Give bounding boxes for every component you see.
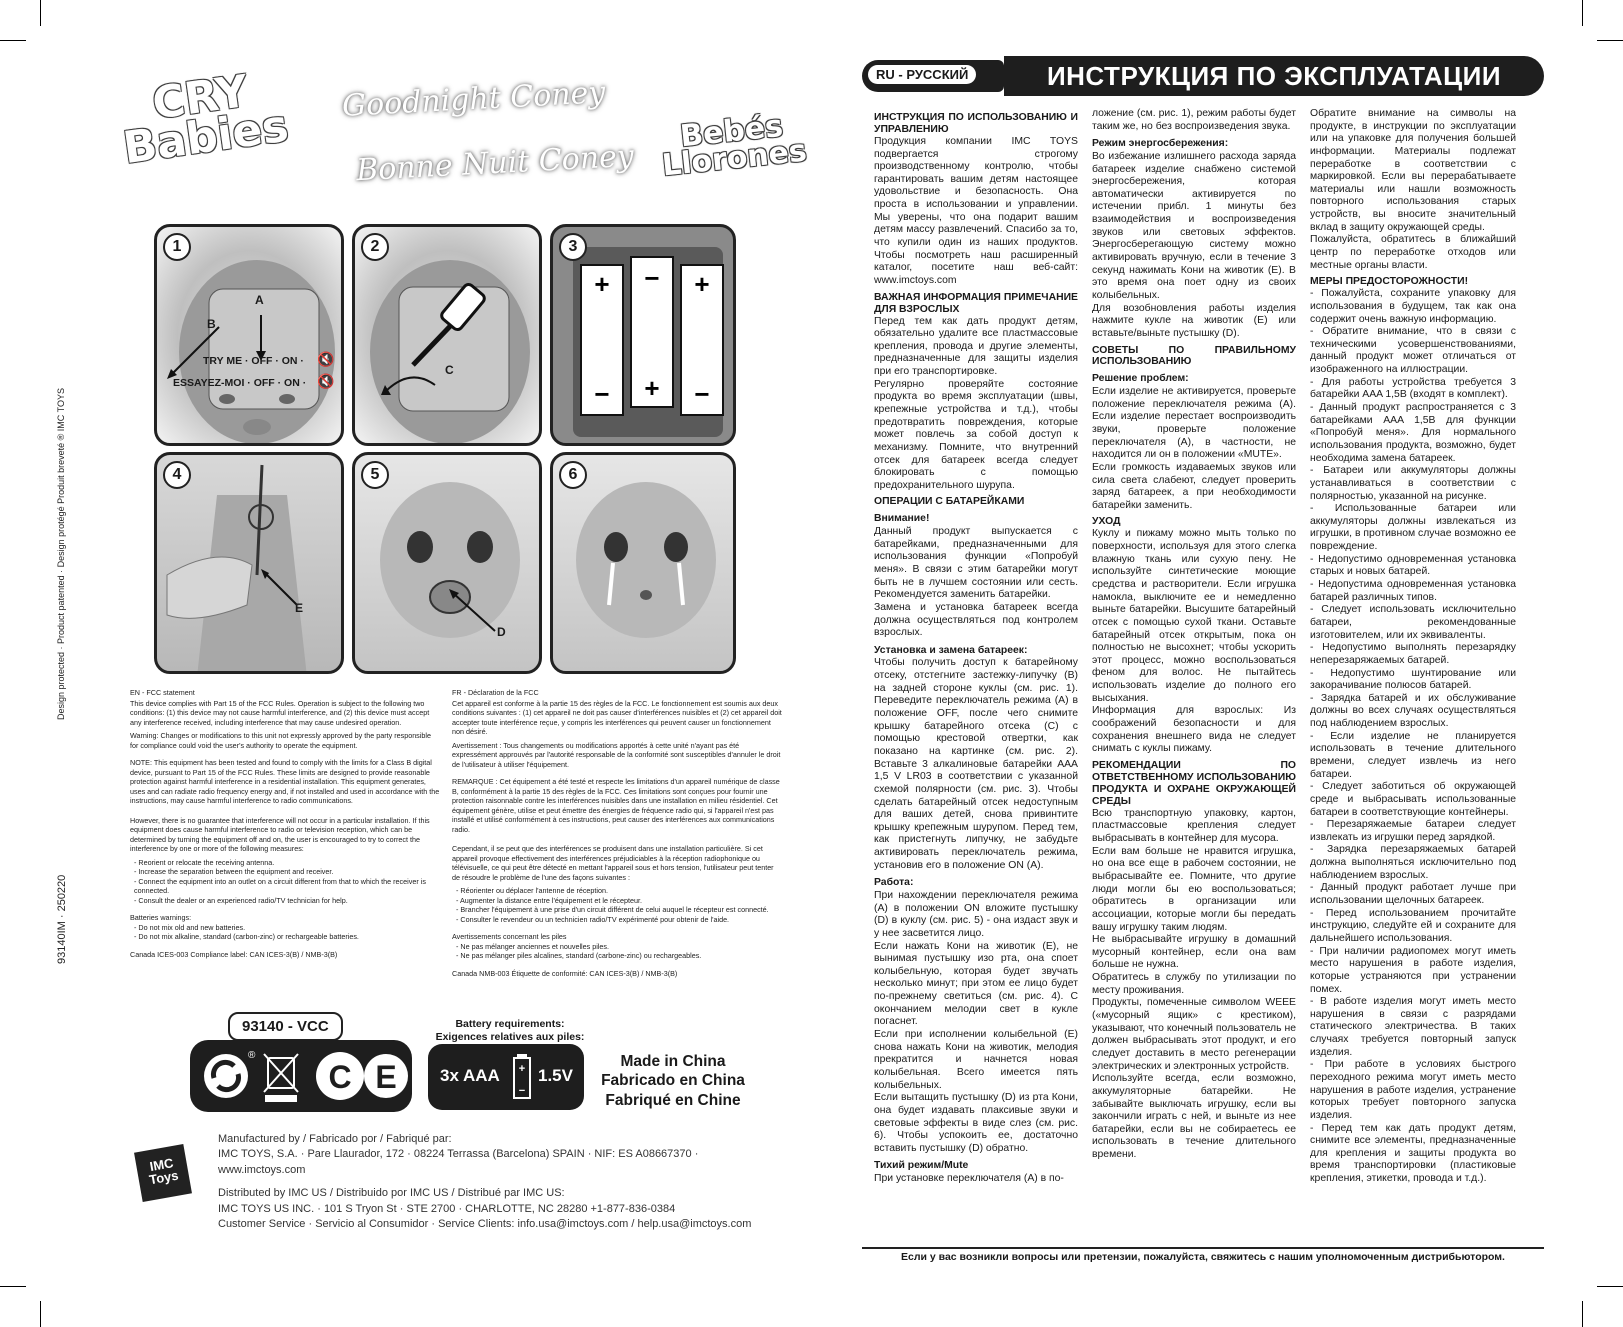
crop-mark — [40, 0, 41, 26]
certification-symbols — [190, 1040, 412, 1112]
language-label: RU - РУССКИЙ — [868, 65, 976, 84]
paragraph: Используйте всегда, если возможно, аккумуляторные батарейки. Не забывайте выключать игрушку, если вы закончили играть с ней, и выньте из нее батарейки, если вы не собираетесь ее использовать в течение длительного времени. — [1092, 1073, 1296, 1161]
step-number: 1 — [163, 233, 191, 261]
language-badge — [862, 60, 1004, 92]
paragraph: - Следует заботиться об окружающей среде и выбрасывать использованные батареи в соответствующие контейнеры. — [1310, 781, 1516, 818]
paragraph: - Недопустимо шунтирование или закорачивание полюсов батарей. — [1310, 667, 1516, 692]
step-number: 4 — [163, 461, 191, 489]
paragraph: Куклу и пижаму можно мыть только по поверхности, используя для этого слегка влажную ткань или сухую пену. Не используйте синтетические моющие средства и растворители. Если игрушка намокла, выключите ее и немедленно выньте батарейки. Высушите батарейный отсек с помощью сухой ткани. Оставьте батарейный отсек открытым, пока он полностью не высохнет; чтобы ускорить этот процесс, можно воспользоваться феном для волос. Не пытайтесь использовать изделие до полного его высыхания. — [1092, 528, 1296, 704]
paragraph: Не выбрасывайте игрушку в домашний мусорный контейнер, если она вам больше не нужна. — [1092, 934, 1296, 971]
paragraph: - При работе в условиях быстрого переходного режима могут иметь место нарушения в работе изделия, устранение которых требует повторного запуска изделия. — [1310, 1059, 1516, 1121]
paragraph: Если вам больше не нравится игрушка, но она все еще в рабочем состоянии, не выбрасывайте ее. Помните, что другие люди могли бы ею воспользоваться; обратитесь в организации или ассоциации, которые могли бы передать вашу игрушку таким людям. — [1092, 845, 1296, 933]
paragraph: - Перед тем как дать продукт детям, снимите все элементы, предназначенные для крепления и защиты продукта во время транспортировки (пластиковые крепления, этикетки, провода и т.д.). — [1310, 1122, 1516, 1185]
step-3-panel — [550, 224, 736, 446]
fcc-en-item: - Reorient or relocate the receiving antenna. — [134, 857, 275, 867]
section-heading: РЕКОМЕНДАЦИИ ПО ОТВЕТСТВЕННОМУ ИСПОЛЬЗОВАНИЮ ПРОДУКТА И ОХРАНЕ ОКРУЖАЮЩЕЙ СРЕДЫ — [1092, 759, 1296, 807]
fcc-fr-para: REMARQUE : Cet équipement a été testé et respecte les limitations d'un appareil numérique de classe B, conformément à la partie 15 des règles de la FCC. Ces limitations sont conçues pour fournir une protection raisonnable contre les interférences nuisibles dans une installation en milieu résidentiel. Cet équipement génère, utilise et peut émettre des énergies de fréquence radio qui, si l'appareil n'est pas installé et utilisé conformément à ces instructions, peut causer des interférences aux communications radio. — [452, 777, 780, 834]
paragraph: Обратите внимание на символы на продукте, в инструкции по эксплуатации или на упаковке для получения большей информации. Материалы подлежат переработке в соответствии с маркировкой. Если вы перерабатываете материалы или нашли возможность повторного использования старых устройств, вы вносите значительный вклад в защиту окружающей среды. — [1310, 108, 1516, 233]
section-heading: ОПЕРАЦИИ С БАТАРЕЙКАМИ — [874, 496, 1025, 508]
svg-text:+: + — [594, 269, 610, 299]
paragraph: Замена и установка батареек всегда должна осуществляться под контролем взрослых. — [874, 601, 1078, 639]
battery-req-en: Battery requirements: — [455, 1018, 565, 1030]
ce-mark-icon — [316, 1052, 408, 1100]
customer-service: Customer Service · Servicio al Consumidor · Service Clients: info.usa@imctoys.com / help.usa@imctoys.com — [218, 1217, 752, 1230]
mute-speaker-icon: 🔇 — [317, 373, 335, 389]
belly-press-illustration — [157, 455, 344, 674]
product-name-en: Goodnight Coney — [341, 75, 607, 124]
paragraph: Продукция компании IMC TOYS подвергается строгому производственному контролю, чтобы гарантировать вашим детям настоящее удовольствие и безопасность. Она проста в использовании и управлении. Мы уверены, что она подарит вашим детям массу развлечений. Спасибо за то, что купили один из наших продуктов. Чтобы посмотреть наш расширенный каталог, посетите наш веб-сайт: www.imctoys.com — [874, 135, 1078, 286]
aaa-battery-icon — [512, 1054, 532, 1100]
paragraph: Если изделие не активируется, проверьте положение переключателя режима (A). Если изделие перестает воспроизводить звуки, проверьте положение переключателя (A), в частности, не находится ли он в положении «MUTE». — [1092, 386, 1296, 461]
step-5-panel — [352, 452, 542, 674]
battery-spec-box — [428, 1044, 584, 1110]
fcc-fr-item: - Augmenter la distance entre l'équipement et le récepteur. — [456, 895, 642, 905]
paragraph: - Батареи или аккумуляторы должны устанавливаться в соответствии с полярностью, указанной на рисунке. — [1310, 465, 1516, 502]
step-2-panel — [352, 224, 542, 446]
crop-mark — [1597, 1286, 1623, 1287]
manufacturer-label: Manufactured by / Fabricado por / Fabriqué par: — [218, 1133, 452, 1145]
crop-mark — [0, 40, 26, 41]
fcc-en-para: Canada ICES-003 Compliance label: CAN ICES-3(B) / NMB-3(B) — [130, 949, 338, 959]
fcc-fr-item: - Brancher l'équipement à une prise d'un circuit différent de celui auquel le récepteur est connecté. — [456, 905, 769, 914]
subsection-heading: Тихий режим/Mute — [874, 1160, 969, 1172]
step-number: 5 — [361, 461, 389, 489]
paragraph: Всю транспортную упаковку, картон, пластмассовые крепления следует выбрасывать в контейнер для мусора. — [1092, 807, 1296, 845]
fcc-en-para: However, there is no guarantee that interference will not occur in a particular installation. If this equipment does cause harmful interference to radio or television reception, which can be determined by turning the equipment off and on, the user is encouraged to try to correct the interference by one or more of the following measures: — [130, 815, 430, 853]
paragraph: - Недопустимо выполнять перезарядку неперезаряжаемых батарей. — [1310, 642, 1516, 666]
paragraph: ложение (см. рис. 1), режим работы будет таким же, но без воспроизведения звука. — [1092, 108, 1296, 132]
distributor-address: IMC TOYS US INC. · 101 S Tryon St · STE 2700 · CHARLOTTE, NC 28280 +1-877-836-0384 — [218, 1202, 676, 1215]
paragraph: - Пожалуйста, сохраните упаковку для использования в будущем, так как она содержит очень важную информацию. — [1310, 288, 1516, 325]
certification-icons — [190, 1040, 412, 1112]
paragraph: - Для работы устройства требуется 3 батарейки AAA 1,5В (входят в комплект). — [1310, 376, 1516, 401]
screwdriver-illustration — [355, 227, 542, 446]
text-column-3 — [1310, 108, 1516, 1186]
battery-quantity: 3x AAA — [440, 1066, 500, 1085]
battery-req-fr: Exigences relatives aux piles: — [435, 1030, 585, 1043]
cry-babies-logo: CRY Babies — [120, 65, 292, 174]
paragraph: Перед тем как дать продукт детям, обязательно удалите все пластмассовые крепления, провода и другие элементы, предназначенные для защиты изделия при его транспортировке. — [874, 315, 1078, 378]
bebes-llorones-logo: Bebés Llorones — [660, 108, 809, 184]
fcc-fr-para: Cependant, il se peut que des interférences se produisent dans une installation particulière. Si cet appareil provoque effectivement des interférences préjudiciables à la réception radiophonique ou télévisuelle, ce qui peut être détecté en mettant l'appareil sous et hors tension, l'utilisateur peut tenter de résoudre le problème de l'une des façons suivantes : — [452, 844, 774, 882]
step-6-panel — [550, 452, 736, 674]
made-in-china — [598, 1052, 748, 1110]
fcc-fr-para: Canada NMB-003 Étiquette de conformité: CAN ICES-3(B) / NMB-3(B) — [452, 968, 678, 978]
fcc-statement-en — [130, 688, 440, 963]
paragraph: Чтобы получить доступ к батарейному отсеку, отстегните застежку-липучку (B) на задней стороне куклы (см. рис. 1). Переведите переключатель режима (A) в положение OFF, после чего снимите крышку батарейного отсека (C) с помощью крестовой отвертки, как показано на картинке (см. рис. 2). Вставьте 3 алкалиновые батарейки AAA 1,5 V LR03 в соответствии с указанной схемой полярности (см. рис. 3). Чтобы сделать батарейный отсек недоступным для ваших детей, снова привинтите крышку крепежным шурупом. Перед тем, как пристегнуть липучку, не забудьте активировать переключатель режима, установив его в положение ON (A). — [874, 657, 1078, 871]
section-heading: ИНСТРУКЦИЯ ПО ИСПОЛЬЗОВАНИЮ И УПРАВЛЕНИЮ — [874, 112, 1078, 135]
paragraph: Регулярно проверяйте состояние продукта во время эксплуатации (швы, крепежные устройства и т.д.), чтобы предотвратить повреждения, которые может повлечь за собой доступ к механизму. Помните, что внутренний отсек для батареек всегда следует блокировать с помощью предохранительного шурупа. — [874, 378, 1078, 491]
made-in-es: Fabricado en China — [601, 1072, 745, 1090]
manufacturer-info — [218, 1132, 778, 1232]
paragraph: Продукты, помеченные символом WEEE («мусорный ящик» с крестиком), указывают, что конечный пользователь не должен выбрасывать этот продукт, и его следует доставить в место регенерации электрических и электронных устройств. — [1092, 997, 1296, 1072]
paragraph: - Данный продукт работает лучше при использовании щелочных батареек. — [1310, 882, 1516, 907]
paragraph: - Если изделие не планируется использовать в течение длительного времени, следует извлечь из него батареи. — [1310, 730, 1516, 780]
fcc-fr-item: - Consulter le revendeur ou un technicien radio/TV expérimenté pour obtenir de l'aide. — [456, 914, 730, 924]
crop-mark — [1582, 1301, 1583, 1327]
fcc-en-item: - Do not mix alkaline, standard (carbon-zinc) or rechargeable batteries. — [134, 932, 359, 941]
paragraph: - Использованные батареи или аккумуляторы должны извлекаться из игрушки, в противном случае возможно ее повреждение. — [1310, 503, 1516, 553]
battery-cover-illustration — [157, 227, 344, 446]
imc-toys-logo: IMC Toys — [134, 1144, 192, 1202]
fcc-en-item: - Consult the dealer or an experienced radio/TV technician for help. — [134, 895, 348, 905]
section-heading: СОВЕТЫ ПО ПРАВИЛЬНОМУ ИСПОЛЬЗОВАНИЮ — [1092, 344, 1296, 368]
step-number: 2 — [361, 233, 389, 261]
paragraph: - Недопустима одновременная установка батарей различных типов. — [1310, 579, 1516, 603]
svg-text:+: + — [518, 1063, 526, 1075]
svg-text:+: + — [694, 269, 710, 299]
side-legal-text: Design protected · Product patented · Design protégé Produit breveté ® IMC TOYS — [56, 388, 66, 720]
fcc-en-para: EN - FCC statement — [130, 688, 195, 697]
step-1-panel — [154, 224, 344, 446]
paragraph: Если громкость издаваемых звуков или сила света слабеют, следует проверить заряд батареек, а при необходимости батарейки заменить. — [1092, 461, 1296, 511]
paragraph: - Недопустимо одновременная установка старых и новых батарей. — [1310, 553, 1516, 578]
weee-bin-icon — [264, 1054, 298, 1101]
crop-mark — [1597, 40, 1623, 41]
fcc-en-item: - Increase the separation between the equipment and receiver. — [134, 867, 334, 876]
paragraph: Информация для взрослых: Из соображений безопасности и для сохранения внешнего вида не следует снимать с куклы пижаму. — [1092, 705, 1296, 755]
callout-a: A — [255, 293, 264, 307]
fcc-fr-para: Avertissements concernant les piles — [452, 932, 567, 941]
paragraph: При нахождении переключателя режима (A) в положении ON вложите пустышку (D) в куклу (см. рис. 5) - она издаст звук и у нее засветится лицо. — [874, 890, 1078, 939]
step-number: 3 — [559, 233, 587, 261]
svg-text:−: − — [594, 379, 610, 409]
paragraph: - Перезаряжаемые батареи следует извлекать из игрушки перед зарядкой. — [1310, 819, 1516, 843]
made-in-fr: Fabriqué en Chine — [605, 1091, 741, 1109]
battery-voltage: 1.5V — [538, 1066, 573, 1085]
text-column-2 — [1092, 108, 1296, 1162]
svg-text:®: ® — [248, 1050, 256, 1061]
svg-text:C: C — [328, 1059, 352, 1095]
subsection-heading: Работа: — [874, 877, 914, 889]
callout-b: B — [207, 317, 216, 331]
paragraph: - Перед использованием прочитайте инструкцию, следуйте ей и сохраните для дальнейшего использования. — [1310, 907, 1516, 944]
battery-requirements — [430, 1018, 590, 1043]
callout-d: D — [497, 625, 506, 639]
page-title: ИНСТРУКЦИЯ ПО ЭКСПЛУАТАЦИИ — [1004, 56, 1544, 96]
section-heading: МЕРЫ ПРЕДОСТОРОЖНОСТИ! — [1310, 276, 1469, 288]
footer-note: Если у вас возникли вопросы или претензии, пожалуйста, свяжитесь с нашим уполномоченным дистрибьютором. — [901, 1251, 1505, 1263]
recycle-icon — [204, 1050, 256, 1098]
fcc-fr-para: Avertissement : Tous changements ou modifications apportés à cette unité n'ayant pas été expressément approuvés par l'autorité responsable de la conformité sont susceptibles d'annuler le droit de l'utilisateur à utiliser l'équipement. — [452, 740, 781, 769]
paragraph: Обратитесь в службу по утилизации по месту проживания. — [1092, 972, 1296, 996]
callout-c: C — [445, 363, 454, 377]
fcc-en-para: NOTE: This equipment has been tested and found to comply with the limits for a Class B digital device, pursuant to Part 15 of the FCC Rules. These limits are designed to provide reasonable protection against harmful interference in a residential installation. This equipment generates, uses and can radiate radio frequency energy and, if not installed and used in accordance with the instructions, may cause harmful interference to radio communications. — [130, 758, 440, 805]
paragraph: - Следует использовать исключительно батареи, рекомендованные изготовителем, или их эквиваленты. — [1310, 604, 1516, 641]
switch-label-fr: ESSAYEZ-MOI · OFF · ON · — [173, 377, 307, 389]
footer-divider — [862, 1247, 1544, 1249]
fcc-en-item: - Do not mix old and new batteries. — [134, 922, 246, 932]
crop-mark — [0, 1286, 26, 1287]
svg-text:−: − — [518, 1085, 526, 1097]
svg-text:−: − — [644, 263, 660, 293]
paragraph: - Обратите внимание, что в связи с техническими усовершенствованиями, данный продукт может отличаться от изображенного на иллюстрации. — [1310, 326, 1516, 376]
paragraph: - Зарядка перезаряжаемых батарей должна выполняться исключительно под наблюдением взрослых. — [1310, 844, 1516, 881]
reference-code: 93140 - VCC — [228, 1012, 343, 1041]
fcc-fr-item: - Ne pas mélanger piles alcalines, standard (carbone-zinc) ou rechargeables. — [456, 951, 702, 960]
crying-doll-illustration — [553, 455, 736, 674]
side-code: 93140IM · 250220 — [56, 874, 68, 964]
fcc-fr-para: FR - Déclaration de la FCC — [452, 688, 539, 697]
paragraph: При установке переключателя (A) в по- — [874, 1173, 1064, 1185]
doll-with-pacifier-illustration — [355, 455, 542, 674]
made-in-en: Made in China — [620, 1053, 726, 1070]
paragraph: Во избежание излишнего расхода заряда батареек изделие снабжено системой энергосбережения, которая автоматически активируется по истечении прибл. 1 минуты без взаимодействия и воспроизведения звуков или световых эффектов. Энергосберегающую систему можно активировать вручную, если в течение 3 секунд нажимать Кони на животик (E). В это время она поет одну из своих колыбельных. — [1092, 150, 1296, 301]
paragraph: Если вытащить пустышку (D) из рта Кони, она будет издавать плаксивые звуки и световые эффекты в виде слез (см. рис. 6). Чтобы успокоить ее, достаточно вставить пустышку (D) обратно. — [874, 1092, 1078, 1154]
svg-text:−: − — [694, 379, 710, 409]
step-4-panel — [154, 452, 344, 674]
paragraph: Если при исполнении колыбельной (E) снова нажать Кони на животик, мелодия прекратится и начнется новая колыбельная. Всего имеется пять колыбельных. — [874, 1029, 1078, 1091]
text-column-1 — [874, 108, 1078, 1186]
paragraph: - При наличии радиопомех могут иметь место нарушения в работе изделия, которые устраняются при устранении помех. — [1310, 945, 1516, 995]
fcc-fr-item: - Ne pas mélanger anciennes et nouvelles piles. — [456, 941, 610, 951]
fcc-fr-item: - Réorienter ou déplacer l'antenne de réception. — [456, 886, 609, 895]
section-heading: ВАЖНАЯ ИНФОРМАЦИЯ ПРИМЕЧАНИЕ ДЛЯ ВЗРОСЛЫХ — [874, 291, 1078, 315]
fcc-en-para: This device complies with Part 15 of the FCC Rules. Operation is subject to the following two conditions: (1) this device may not cause harmful interference, and (2) this device must accept any interference received, including interference that may cause undesired operation. — [130, 698, 430, 727]
paragraph: - Зарядка батарей и их обслуживание должны во всех случаях осуществляться под наблюдением взрослых. — [1310, 692, 1516, 730]
paragraph: Если нажать Кони на животик (E), не вынимая пустышку изо рта, она споет колыбельную, которая будет звучать несколько минут; при этом ее лицо будет по-прежнему светиться (см. рис. 4). С окончанием мелодии свет в кукле погаснет. — [874, 940, 1078, 1028]
subsection-heading: Внимание! — [874, 513, 930, 525]
fcc-statement-fr — [452, 688, 782, 982]
svg-text:E: E — [375, 1059, 397, 1095]
fcc-en-item: - Connect the equipment into an outlet on a circuit different from that to which the receiver is connected. — [134, 876, 426, 895]
crop-mark — [40, 1301, 41, 1327]
step-number: 6 — [559, 461, 587, 489]
paragraph: Данный продукт выпускается с батарейками, предназначенными для использования функции «Попробуй меня». В связи с этим батарейки могут быть не в лучшем состоянии или сесть. Рекомендуется заменить батарейки. — [874, 526, 1078, 601]
crop-mark — [1582, 0, 1583, 26]
subsection-heading: Установка и замена батареек: — [874, 644, 1028, 656]
mute-speaker-icon: 🔇 — [317, 351, 335, 367]
manufacturer-address: IMC TOYS, S.A. · Pare Llaurador, 172 · 08224 Terrassa (Barcelona) SPAIN · NIF: ES A08667370 · www.imctoys.com — [218, 1148, 699, 1176]
paragraph: - Данный продукт распространяется с 3 батарейками AAA 1,5В для функции «Попробуй меня». Для нормального использования продукта, возможно, будет необходима замена батареек. — [1310, 402, 1516, 464]
subsection-heading: Решение проблем: — [1092, 373, 1189, 385]
paragraph: Для возобновления работы изделия нажмите кукле на животик (E) или вставьте/выньте пустышку (D). — [1092, 302, 1296, 339]
fcc-en-para: Batteries warnings: — [130, 913, 192, 922]
callout-e: E — [295, 601, 304, 615]
paragraph: - В работе изделия могут иметь место нарушения в связи с разрядами статического электричества. В таких случаях требуется повторный запуск изделия. — [1310, 996, 1516, 1058]
fcc-en-para: Warning: Changes or modifications to this unit not expressly approved by the party responsible for compliance could void the user's authority to operate the equipment. — [130, 731, 431, 750]
fcc-fr-para: Cet appareil est conforme à la partie 15 des règles de la FCC. Le fonctionnement est soumis aux deux conditions suivantes : (1) cet appareil ne doit pas causer d'interférences nuisibles et (2) cet appareil doit accepter toute interférence reçue, y compris les interférences qui peuvent causer un fonctionnement non désiré. — [452, 698, 782, 736]
paragraph: Пожалуйста, обратитесь в ближайший центр по переработке отходов или местные органы власти. — [1310, 234, 1516, 271]
battery-polarity-illustration — [553, 227, 736, 446]
product-name-fr: Bonne Nuit Coney — [355, 138, 635, 189]
distributor-label: Distributed by IMC US / Distribuido por IMC US / Distribué par IMC US: — [218, 1187, 565, 1200]
svg-text:+: + — [644, 373, 660, 403]
switch-label-en: TRY ME · OFF · ON · — [203, 355, 304, 367]
subsection-heading: Режим энергосбережения: — [1092, 138, 1229, 150]
section-heading: УХОД — [1092, 516, 1121, 528]
